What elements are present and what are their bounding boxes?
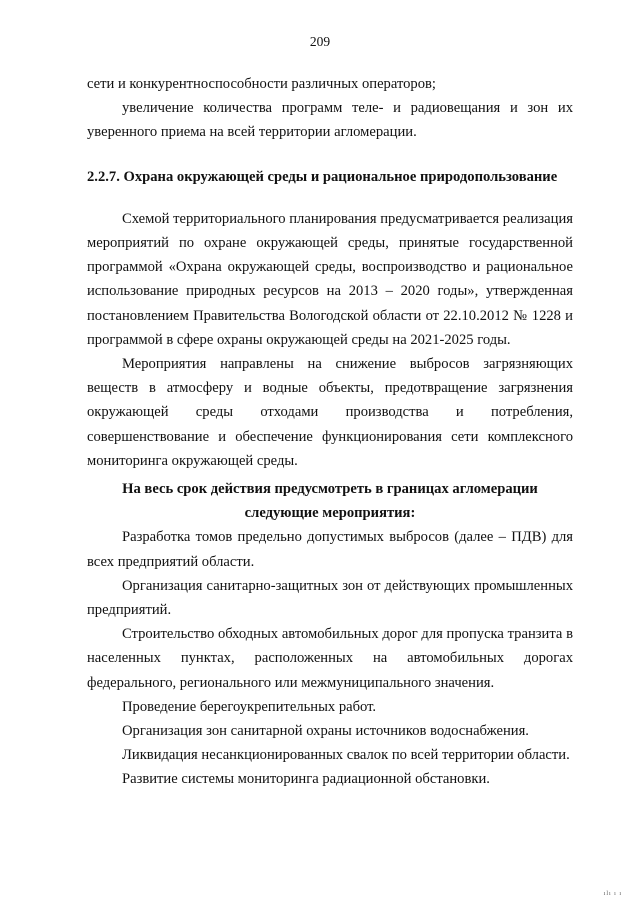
measures-subheading: На весь срок действия предусмотреть в границах агломерации следующие мероприятия: <box>122 481 538 522</box>
measure-sanitary-zones: Организация санитарно-защитных зон от действующих промышленных предприятий. <box>87 577 573 619</box>
section-heading: 2.2.7. Охрана окружающей среды и рациональное природопользование <box>87 168 558 185</box>
measure-bank-protection: Проведение берегоукрепительных работ. <box>122 698 377 715</box>
measure-radiation-monitoring: Развитие системы мониторинга радиационной обстановки. <box>122 771 490 788</box>
footer-mark: ılı ı ı <box>603 891 622 897</box>
paragraph-operators: сети и конкурентноспособности различных операторов; <box>87 76 436 92</box>
paragraph-measures-aimed: Мероприятия направлены на снижение выбросов загрязняющих веществ в атмосферу и водные объекты, предотвращение загрязнения окружающей среды отходами производства и потребления, совершенствование и обеспечение функционирования сети комплексного мониторинга окружающей среды. <box>87 356 573 469</box>
measure-water-protection: Организация зон санитарной охраны источников водоснабжения. <box>122 723 529 740</box>
paragraph-territorial-planning: Схемой территориального планирования предусматривается реализация мероприятий по охране окружающей среды, принятые государственной программой «Охрана окружающей среды, воспроизводство и рациональное использование природных ресурсов на 2013 – 2020 годы», утвержденная постановлением Правительства Вологодской области от 22.10.2012 № 1228 и программой в сфере охраны окружающей среды на 2021-2025 годы. <box>87 210 573 348</box>
measure-pdv: Разработка томов предельно допустимых выбросов (далее – ПДВ) для всех предприятий области. <box>87 529 573 570</box>
paragraph-broadcasting: увеличение количества программ теле- и радиовещания и зон их уверенного приема на всей территории агломерации. <box>87 100 573 141</box>
measure-bypass-roads: Строительство обходных автомобильных дорог для пропуска транзита в населенных пунктах, расположенных на автомобильных дорогах федерального, регионального или межмуниципального значения. <box>87 626 573 691</box>
document-body <box>87 72 573 792</box>
page-number: 209 <box>309 34 331 49</box>
measure-landfills: Ликвидация несанкционированных свалок по всей территории области. <box>122 747 570 764</box>
